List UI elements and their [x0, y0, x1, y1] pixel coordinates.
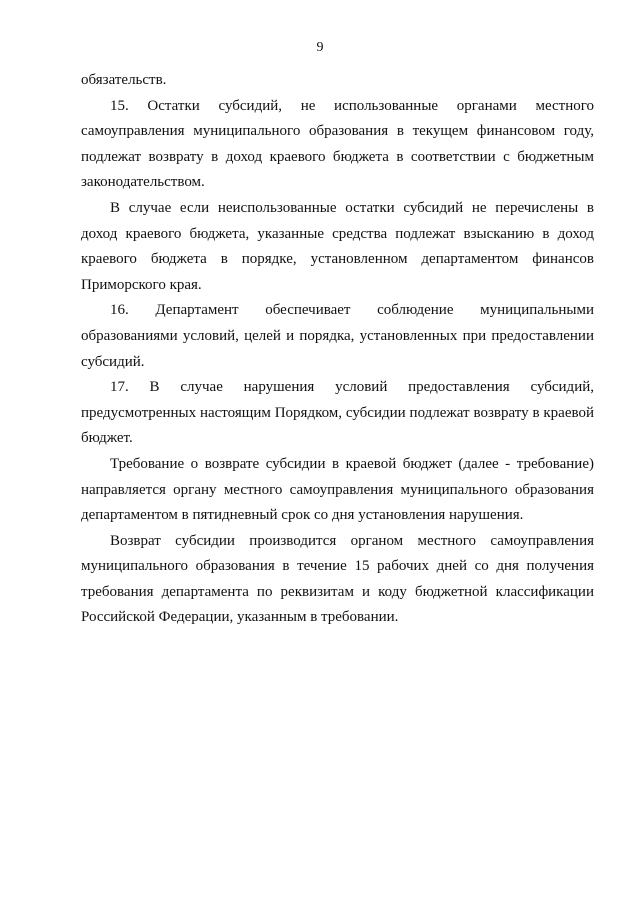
- page-number: 9: [316, 40, 324, 55]
- paragraph-refund-procedure: Возврат субсидии производится органом местного самоуправления муниципального образования в течение 15 рабочих дней со дня получения требования департамента по реквизитам и коду бюджетной классификации Российской Федерации, указанным в требовании.: [81, 532, 594, 626]
- paragraph-continuation: обязательств.: [81, 72, 167, 88]
- document-body: [81, 68, 594, 631]
- paragraph-item-15: 15. Остатки субсидий, не использованные органами местного самоуправления муниципального образования в текущем финансовом году, подлежат возврату в доход краевого бюджета в соответствии с бюджетным законодательством.: [81, 97, 594, 191]
- paragraph-item-16: 16. Департамент обеспечивает соблюдение муниципальными образованиями условий, целей и порядка, установленных при предоставлении субсидий.: [81, 302, 594, 370]
- paragraph-unused-balances: В случае если неиспользованные остатки субсидий не перечислены в доход краевого бюджета, указанные средства подлежат взысканию в доход краевого бюджета в порядке, установленном департаментом финансов Приморского края.: [81, 199, 594, 293]
- paragraph-item-17: 17. В случае нарушения условий предоставления субсидий, предусмотренных настоящим Порядком, субсидии подлежат возврату в краевой бюджет.: [81, 379, 594, 447]
- paragraph-refund-requirement: Требование о возврате субсидии в краевой бюджет (далее - требование) направляется органу местного самоуправления муниципального образования департаментом в пятидневный срок со дня установления нарушения.: [81, 455, 594, 524]
